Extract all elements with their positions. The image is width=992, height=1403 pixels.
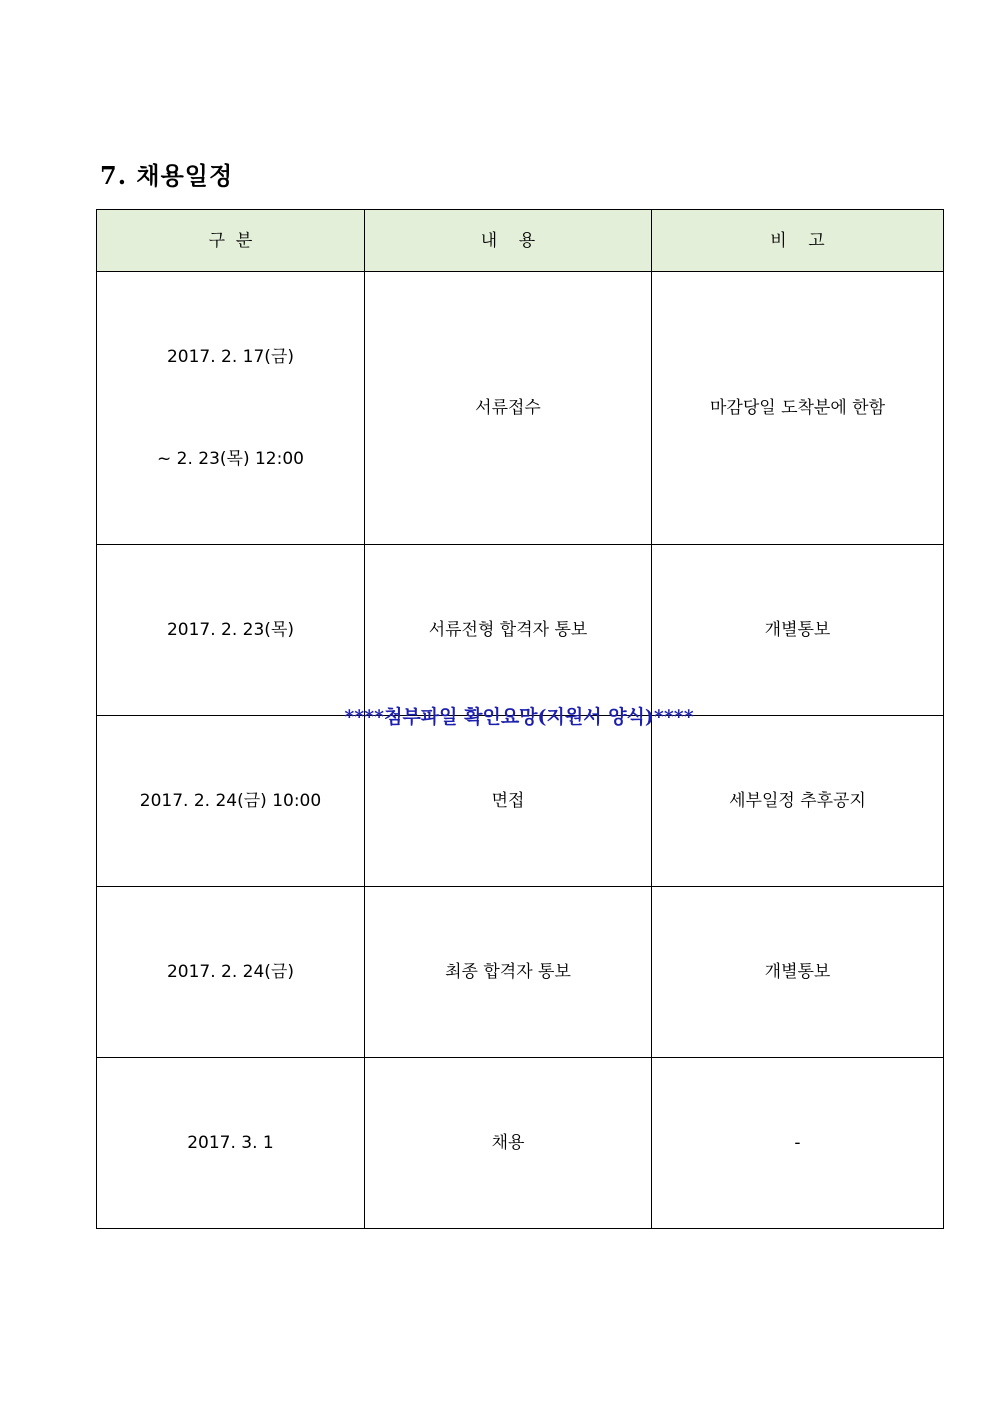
- schedule-note: 개별통보: [652, 545, 944, 716]
- schedule-date-line: 2017. 2. 23(목): [166, 620, 294, 640]
- attachment-notice: ****첨부파일 확인요망(지원서 양식)****: [344, 706, 694, 728]
- table-row: [97, 272, 944, 545]
- schedule-date: [97, 887, 365, 1058]
- header-category: 구 분: [97, 210, 365, 272]
- schedule-date-line: 2017. 2. 24(금): [166, 962, 294, 982]
- schedule-note: 세부일정 추후공지: [652, 716, 944, 887]
- schedule-content: 서류전형 합격자 통보: [365, 545, 652, 716]
- schedule-content: 서류접수: [365, 272, 652, 545]
- table-row: [97, 1058, 944, 1229]
- section-title: 7. 채용일정: [100, 161, 234, 190]
- schedule-date: [97, 272, 365, 545]
- table-row: [97, 887, 944, 1058]
- schedule-content: 최종 합격자 통보: [365, 887, 652, 1058]
- header-content: 내 용: [365, 210, 652, 272]
- schedule-date-line: 2017. 2. 17(금): [166, 347, 294, 367]
- schedule-date: [97, 1058, 365, 1229]
- schedule-note: 마감당일 도착분에 한함: [652, 272, 944, 545]
- schedule-date-line: ~ 2. 23(목) 12:00: [157, 449, 304, 469]
- schedule-content: 면접: [365, 716, 652, 887]
- table-header-row: [97, 210, 944, 272]
- schedule-date-line: 2017. 2. 24(금) 10:00: [139, 791, 322, 811]
- table-row: [97, 716, 944, 887]
- schedule-date-line: 2017. 3. 1: [187, 1133, 274, 1153]
- header-remarks: 비 고: [652, 210, 944, 272]
- schedule-date: [97, 716, 365, 887]
- schedule-date: [97, 545, 365, 716]
- schedule-note: -: [652, 1058, 944, 1229]
- table-row: [97, 545, 944, 716]
- schedule-content: 채용: [365, 1058, 652, 1229]
- schedule-note: 개별통보: [652, 887, 944, 1058]
